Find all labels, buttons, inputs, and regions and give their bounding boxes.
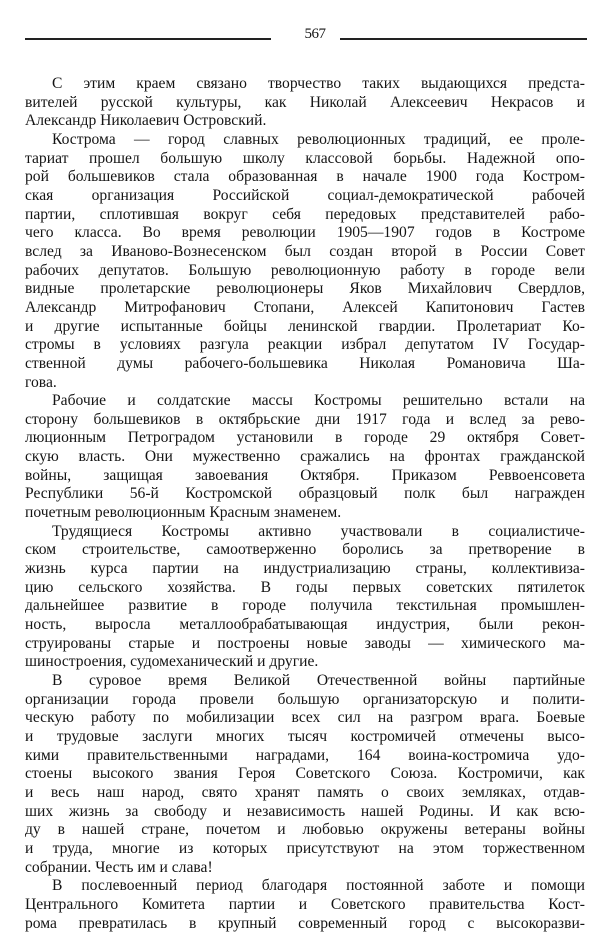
text-line: и другие испытанные бойцы ленинской гвардии. Пролетариат Ко- xyxy=(25,317,585,335)
paragraph xyxy=(25,877,585,933)
text-line: ность, выросла металлообрабатывающая индустрия, были рекон- xyxy=(25,616,585,634)
text-line: Александр Николаевич Островский. xyxy=(25,112,267,130)
page-number: 567 xyxy=(304,26,326,42)
text-line: вслед за Иваново-Вознесенском был создан второй в России Совет xyxy=(25,242,585,260)
page-header xyxy=(25,26,587,48)
text-line: ду в нашей стране, почетом и любовью окружены ветераны войны xyxy=(25,821,585,839)
text-line: рабочих депутатов. Большую революционную работу в городе вели xyxy=(25,261,585,279)
text-line: скую власть. Они мужественно сражались на фронтах гражданской xyxy=(25,448,585,466)
text-line: ская организация Российской социал-демократической рабочей xyxy=(25,186,585,204)
text-line: Трудящиеся Костромы активно участвовали в социалистиче- xyxy=(52,522,585,540)
text-line: стромы в условиях разгула реакции избрал депутатом IV Государ- xyxy=(25,336,585,354)
text-line: Центрального Комитета партии и Советского правительства Кост- xyxy=(25,895,585,913)
text-line: люционным Петроградом установили в городе 29 октября Совет- xyxy=(25,429,585,447)
paragraph xyxy=(25,672,585,877)
text-line: цию сельского хозяйства. В годы первых советских пятилеток xyxy=(25,578,585,596)
header-rule-right xyxy=(340,38,587,40)
text-line: жизнь курса партии на индустриализацию страны, коллективиза- xyxy=(25,560,585,578)
text-line: и весь наш народ, свято хранят память о своих земляках, отдав- xyxy=(25,783,585,801)
text-line: и трудовые заслуги многих тысяч костромичей отмечены высо- xyxy=(25,727,585,745)
text-line: кими правительственными наградами, 164 воина-костромича удо- xyxy=(25,746,585,764)
text-line: тариат прошел большую школу классовой борьбы. Надежной опо- xyxy=(25,149,585,167)
text-line: сторону большевиков в октябрьские дни 1917 года и вслед за рево- xyxy=(25,410,585,428)
page-body xyxy=(25,75,585,933)
paragraph xyxy=(25,75,585,131)
text-line: чего класса. Во время революции 1905—1907 годов в Костроме xyxy=(25,224,585,242)
text-line: и труда, многие из которых присутствуют на этом торжественном xyxy=(25,839,585,857)
text-line: дальнейшее развитие в городе получила текстильная промышлен- xyxy=(25,597,585,615)
text-line: вителей русской культуры, как Николай Алексеевич Некрасов и xyxy=(25,93,585,111)
text-line: В послевоенный период благодаря постоянной заботе и помощи xyxy=(52,877,585,895)
text-line: собрании. Честь им и слава! xyxy=(25,858,213,876)
text-line: Республики 56-й Костромской образцовый полк был награжден xyxy=(25,485,585,503)
text-line: шиностроения, судомеханический и другие. xyxy=(25,653,319,671)
text-line: Рабочие и солдатские массы Костромы решительно встали на xyxy=(52,392,585,410)
text-line: ственной думы рабочего-большевика Николая Романовича Ша- xyxy=(25,354,585,372)
text-line: видные пролетарские революционеры Яков Михайлович Свердлов, xyxy=(25,280,585,298)
text-line: ших жизнь за свободу и независимость нашей Родины. И как всю- xyxy=(25,802,585,820)
text-line: рома превратилась в крупный современный город с высокоразви- xyxy=(25,914,585,932)
paragraph xyxy=(25,131,585,392)
text-line: почетным революционным Красным знаменем. xyxy=(25,504,342,522)
text-line: Кострома — город славных революционных традиций, ее проле- xyxy=(52,130,585,148)
text-line: ческую работу по мобилизации всех сил на разгром врага. Боевые xyxy=(25,709,585,727)
text-line: организации города провели большую организаторскую и полити- xyxy=(25,690,585,708)
header-rule-left xyxy=(25,38,271,40)
paragraph xyxy=(25,523,585,672)
text-line: рой большевиков стала образованная в начале 1900 года Костром- xyxy=(25,168,585,186)
text-line: Александр Митрофанович Стопани, Алексей Капитонович Гастев xyxy=(25,298,585,316)
text-line: В суровое время Великой Отечественной войны партийные xyxy=(52,672,585,689)
text-line: войны, защищая завоевания Октября. Приказом Реввоенсовета xyxy=(25,466,585,484)
text-line: струированы старые и построены новые заводы — химического ма- xyxy=(25,634,585,652)
text-line: гова. xyxy=(25,373,57,391)
paragraph xyxy=(25,392,585,523)
text-line: ском строительстве, самоотверженно боролись за претворение в xyxy=(25,541,585,559)
text-line: С этим краем связано творчество таких выдающихся предста- xyxy=(52,75,585,92)
text-line: стоены высокого звания Героя Советского Союза. Костромичи, как xyxy=(25,765,585,783)
text-line: партии, сплотившая вокруг себя передовых представителей рабо- xyxy=(25,205,585,223)
